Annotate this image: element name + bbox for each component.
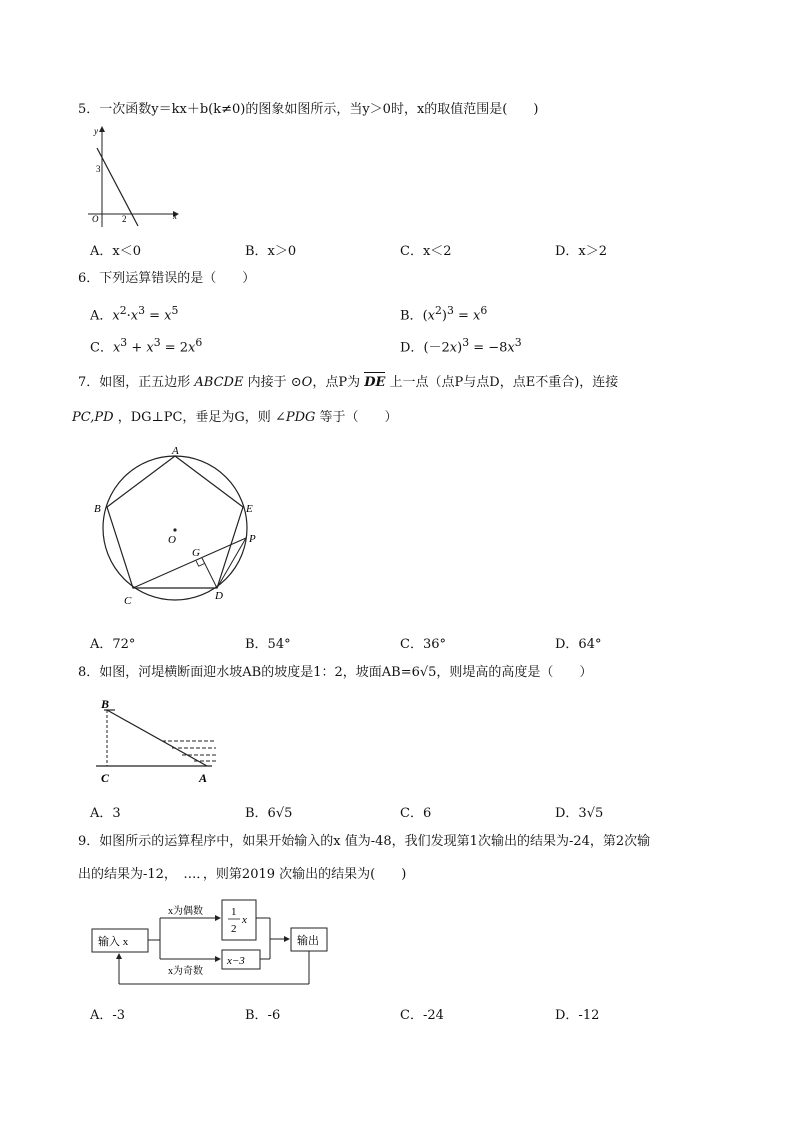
q9-minus-label: x−3 xyxy=(227,955,245,967)
q8-option-a: A．3 xyxy=(90,806,121,821)
q7-label-d: D xyxy=(215,590,223,602)
q7-center-dot xyxy=(173,528,176,531)
q5-y-label: y xyxy=(94,126,98,136)
q6-option-a: A．$x^2\cdot x^3 = x^5$ xyxy=(90,304,179,324)
q9-half-denominator: 2 xyxy=(231,923,237,935)
q7-option-a: A．72° xyxy=(90,637,136,652)
q5-option-d: D．x＞2 xyxy=(555,244,608,259)
q9-half-box xyxy=(222,900,256,940)
q8-label-a: A xyxy=(199,771,208,785)
q7-label-p: P xyxy=(249,533,256,545)
q7-label-c: C xyxy=(124,595,132,607)
q7-option-c: C．36° xyxy=(400,637,446,652)
q7-stem-line2: PC,PD ，DG⊥PC，垂足为G，则 ∠PDG 等于（ ） xyxy=(72,410,398,425)
q8-slope-ab xyxy=(107,710,207,766)
q7-circle xyxy=(103,456,247,600)
q5-y-intercept-label: 3 xyxy=(96,164,101,174)
q5-option-a: A．x＜0 xyxy=(90,244,141,259)
q6-option-d: D．$(-2x)^3 = -8x^3$ xyxy=(400,336,522,356)
q9-odd-label: x为奇数 xyxy=(168,966,203,977)
q7-option-d: D．64° xyxy=(555,637,602,652)
arc-de: DE xyxy=(364,372,385,392)
q9-stem-line2: 出的结果为-12， …．，则第2019 次输出的结果为( ) xyxy=(78,867,407,882)
q8-option-c: C．6 xyxy=(400,806,432,821)
q7-line-pc xyxy=(133,538,246,588)
q5-option-c: C．x＜2 xyxy=(400,244,452,259)
q9-option-c: C．-24 xyxy=(400,1008,444,1023)
q9-even-label: x为偶数 xyxy=(168,906,203,917)
q9-option-b: B．-6 xyxy=(245,1008,281,1023)
q8-label-b: B xyxy=(101,697,110,711)
q8-stem: 8．如图，河堤横断面迎水坡AB的坡度是1：2，坡面AB=6√5，则堤高的高度是（ ） xyxy=(78,665,593,680)
q9-input-label: 输入 x xyxy=(98,936,129,948)
q7-line-dg xyxy=(202,558,217,588)
q5-option-b: B．x＞0 xyxy=(245,244,297,259)
q8-label-c: C xyxy=(101,771,110,785)
q5-stem: 5．一次函数y＝kx＋b(k≠0)的图象如图所示，当y＞0时，x的取值范围是( ) xyxy=(78,102,539,117)
q9-stem-line1: 9．如图所示的运算程序中，如果开始输入的x 值为-48，我们发现第1次输出的结果为-24，第2次输 xyxy=(78,834,651,849)
q5-graph xyxy=(80,122,190,230)
q7-line-pd xyxy=(217,538,246,588)
q7-label-o: O xyxy=(168,534,176,546)
q7-label-g: G xyxy=(192,547,200,559)
q9-half-numerator: 1 xyxy=(231,906,237,918)
q7-label-a: A xyxy=(172,445,179,457)
q6-option-c: C．$x^3 + x^3 = 2x^6$ xyxy=(90,336,203,356)
q7-option-b: B．54° xyxy=(245,637,291,652)
q9-flowchart xyxy=(86,896,346,990)
q6-stem: 6．下列运算错误的是（ ） xyxy=(78,271,256,286)
q9-option-d: D．-12 xyxy=(555,1008,600,1023)
q8-figure xyxy=(92,694,232,790)
q8-option-b: B．6√5 xyxy=(245,806,293,821)
q7-figure xyxy=(90,438,270,610)
q5-x-label: x xyxy=(173,211,177,221)
q9-option-a: A．-3 xyxy=(90,1008,126,1023)
q6-option-b: B．$(x^2)^3 = x^6$ xyxy=(400,304,488,324)
q5-origin-label: O xyxy=(92,214,99,224)
q7-stem-line1: 7．如图，正五边形 ABCDE 内接于 ⊙O，点P为 DE 上一点（点P与点D，点E不重合)，连接 xyxy=(78,372,618,392)
q7-pentagon xyxy=(107,456,243,588)
q7-label-b: B xyxy=(94,503,101,515)
q5-x-intercept-label: 2 xyxy=(122,214,127,224)
q9-half-variable: x xyxy=(242,914,247,926)
q7-label-e: E xyxy=(246,503,253,515)
q9-output-label: 输出 xyxy=(297,935,319,947)
q8-option-d: D．3√5 xyxy=(555,806,604,821)
